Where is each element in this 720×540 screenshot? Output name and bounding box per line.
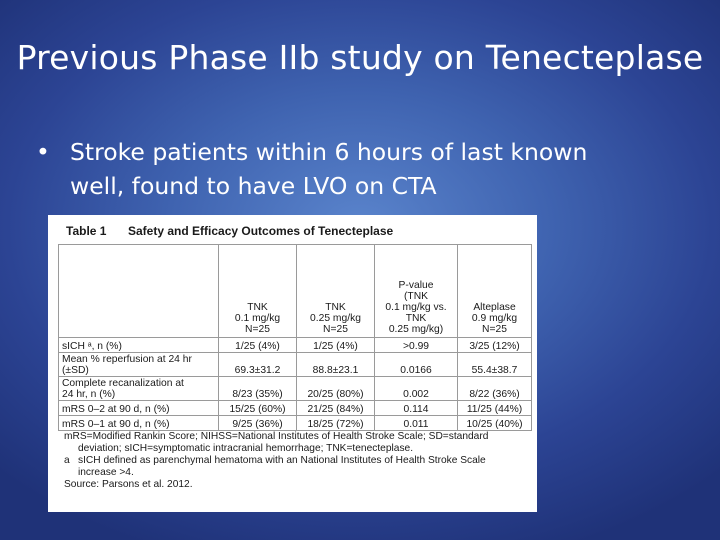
header-tnk-01: TNK 0.1 mg/kg N=25 xyxy=(219,245,297,338)
table-caption xyxy=(66,224,393,238)
cell-value: 8/23 (35%) xyxy=(219,377,297,401)
bullet-line-2: well, found to have LVO on CTA xyxy=(70,172,437,200)
table-footnotes xyxy=(64,431,534,491)
footnote-a-line-1: sICH defined as parenchymal hematoma with an National Institutes of Health Stroke Scale xyxy=(78,455,486,466)
footnote-a-line-2: increase >4. xyxy=(78,467,134,478)
header-p-value: P-value (TNK 0.1 mg/kg vs. TNK 0.25 mg/kg) xyxy=(375,245,458,338)
cell-value: 20/25 (80%) xyxy=(297,377,375,401)
table-row-mrs-0-1 xyxy=(59,416,532,431)
table-number: Table 1 xyxy=(66,224,107,238)
header-tnk-025: TNK 0.25 mg/kg N=25 xyxy=(297,245,375,338)
cell-value: 0.114 xyxy=(375,401,458,416)
cell-value: 1/25 (4%) xyxy=(297,338,375,353)
cell-value: 3/25 (12%) xyxy=(458,338,532,353)
cell-value: 69.3±31.2 xyxy=(219,353,297,377)
row-label: Complete recanalization at 24 hr, n (%) xyxy=(59,377,219,401)
bullet-line-1: Stroke patients within 6 hours of last known xyxy=(70,138,588,166)
row-label: mRS 0–2 at 90 d, n (%) xyxy=(59,401,219,416)
row-label: sICH ᵃ, n (%) xyxy=(59,338,219,353)
table-row-mrs-0-2 xyxy=(59,401,532,416)
cell-value: 10/25 (40%) xyxy=(458,416,532,431)
bullet-point xyxy=(36,135,676,203)
row-label: mRS 0–1 at 90 d, n (%) xyxy=(59,416,219,431)
cell-value: >0.99 xyxy=(375,338,458,353)
footnote-source: Source: Parsons et al. 2012. xyxy=(64,479,193,490)
cell-value: 0.011 xyxy=(375,416,458,431)
footnote-abbreviations-line-2: deviation; sICH=symptomatic intracranial hemorrhage; TNK=tenecteplase. xyxy=(78,443,414,454)
outcomes-table xyxy=(58,244,532,431)
cell-value: 9/25 (36%) xyxy=(219,416,297,431)
table-row-recanalization xyxy=(59,377,532,401)
cell-value: 11/25 (44%) xyxy=(458,401,532,416)
table-row-sich xyxy=(59,338,532,353)
table-image-panel xyxy=(48,215,537,512)
footnote-a xyxy=(64,455,534,479)
table-header-row xyxy=(59,245,532,338)
cell-value: 15/25 (60%) xyxy=(219,401,297,416)
header-label-cell xyxy=(59,245,219,338)
footnote-abbreviations-line-1: mRS=Modified Rankin Score; NIHSS=National Institutes of Health Stroke Scale; SD=standard xyxy=(64,431,489,442)
table-row-reperfusion xyxy=(59,353,532,377)
cell-value: 55.4±38.7 xyxy=(458,353,532,377)
cell-value: 0.0166 xyxy=(375,353,458,377)
bullet-marker: • xyxy=(36,138,50,166)
cell-value: 18/25 (72%) xyxy=(297,416,375,431)
cell-value: 88.8±23.1 xyxy=(297,353,375,377)
cell-value: 0.002 xyxy=(375,377,458,401)
footnote-a-marker: a xyxy=(64,455,70,466)
slide-title: Previous Phase IIb study on Tenecteplase xyxy=(16,38,704,77)
header-alteplase: Alteplase 0.9 mg/kg N=25 xyxy=(458,245,532,338)
table-title: Safety and Efficacy Outcomes of Tenecteplase xyxy=(128,224,394,238)
cell-value: 21/25 (84%) xyxy=(297,401,375,416)
cell-value: 1/25 (4%) xyxy=(219,338,297,353)
row-label: Mean % reperfusion at 24 hr (±SD) xyxy=(59,353,219,377)
cell-value: 8/22 (36%) xyxy=(458,377,532,401)
